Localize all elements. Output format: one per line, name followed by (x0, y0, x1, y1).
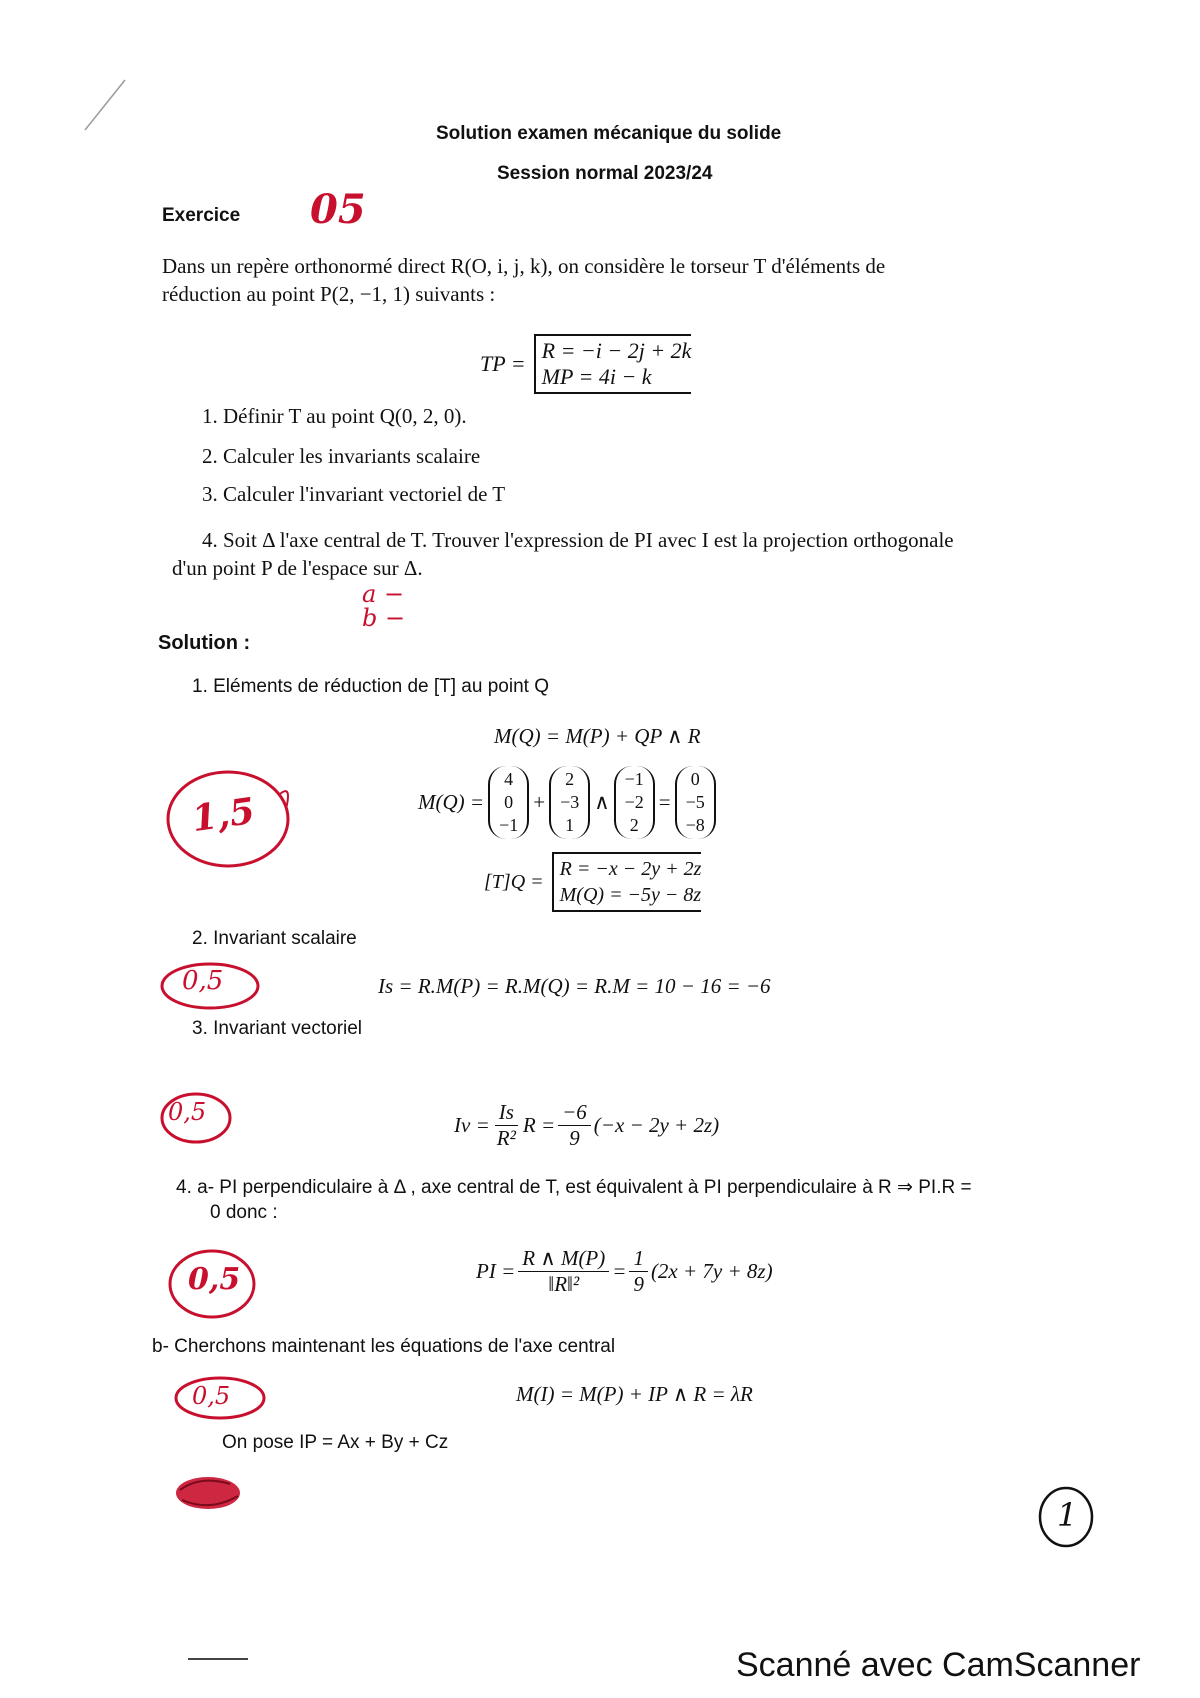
question-1: 1. Définir T au point Q(0, 2, 0). (202, 404, 467, 428)
fraction-denominator: 9 (569, 1126, 580, 1150)
document-title: Solution examen mécanique du solide (436, 123, 782, 144)
vector-invariant-lhs: Iv = (454, 1113, 490, 1137)
vector-cell: 2 (565, 769, 575, 789)
session-label: Session normal 2023/24 (497, 163, 713, 184)
fraction-numerator: 1 (629, 1246, 648, 1272)
question-2: 2. Calculer les invariants scalaire (202, 444, 481, 468)
pi-equals: = (612, 1259, 627, 1283)
torsor-q-resultant: R = −x − 2y + 2z (559, 858, 702, 880)
torsor-at-q (484, 852, 701, 912)
fraction-minus-six-ninths (558, 1100, 591, 1151)
vector-invariant-mid: R = (522, 1113, 556, 1137)
fraction-is-over-r2 (493, 1100, 520, 1151)
solution-1-formula: M(Q) = M(P) + QP ∧ R (494, 724, 701, 748)
torsor-resultant: R = −i − 2j + 2k (541, 338, 692, 363)
vector-cell: 0 (690, 769, 700, 789)
scalar-invariant-formula: Is = R.M(P) = R.M(Q) = R.M = 10 − 16 = −6 (378, 974, 771, 998)
handwritten-subpart-a: a − (362, 580, 405, 608)
vector-cell: 0 (504, 792, 514, 812)
vector-cell: −3 (560, 792, 580, 812)
solution-1-computation: M(Q) = 4 0 −1 + 2 −3 1 ∧ −1 −2 2 = 0 −5 −8 (418, 766, 720, 839)
handwritten-subpart-b: b − (362, 604, 406, 632)
solution-4b-title: b- Cherchons maintenant les équations de l'axe central (152, 1336, 616, 1357)
fraction-denominator: R² (496, 1126, 516, 1150)
moment-q-lhs: M(Q) = (418, 790, 485, 814)
pi-rhs: (2x + 7y + 8z) (650, 1259, 773, 1283)
question-3: 3. Calculer l'invariant vectoriel de T (202, 482, 506, 506)
central-axis-formula: M(I) = M(P) + IP ∧ R = λR (516, 1382, 753, 1406)
vector-cell: 4 (504, 769, 514, 789)
grade-4b: 0,5 (192, 1382, 231, 1410)
fraction-one-ninth (629, 1246, 648, 1297)
solution-heading: Solution : (158, 632, 251, 654)
fraction-denominator: 9 (633, 1272, 644, 1296)
vector-cell: −5 (685, 792, 705, 812)
question-4-continued: d'un point P de l'espace sur Δ. (172, 556, 423, 580)
footer-divider (188, 1658, 248, 1660)
fraction-numerator: R ∧ M(P) (518, 1246, 609, 1272)
solution-1-title: 1. Eléments de réduction de [T] au point Q (192, 676, 549, 697)
vector-cell: −1 (624, 769, 644, 789)
torsor-moment: MP = 4i − k (541, 364, 652, 389)
intro-line-1: Dans un repère orthonormé direct R(O, i, j, k), on considère le torseur T d'éléments de (162, 254, 886, 278)
vector-qp (549, 766, 590, 839)
vector-r (614, 766, 655, 839)
vector-cell: −8 (685, 815, 705, 835)
solution-4a-line-2: 0 donc : (210, 1202, 278, 1223)
red-scribble (170, 1470, 250, 1516)
intro-line-2: réduction au point P(2, −1, 1) suivants : (162, 282, 496, 306)
question-4: 4. Soit Δ l'axe central de T. Trouver l'expression de PI avec I est la projection orthogonale (202, 528, 954, 552)
scan-mark-line (80, 75, 130, 135)
exercise-grade: 05 (310, 186, 366, 233)
fraction-numerator: −6 (558, 1100, 591, 1126)
vector-invariant-rhs: (−x − 2y + 2z) (593, 1113, 720, 1137)
solution-3-title: 3. Invariant vectoriel (192, 1018, 363, 1039)
vector-invariant-formula (454, 1100, 719, 1151)
torsor-q-label: [T]Q = (484, 870, 544, 893)
grade-2: 0,5 (182, 966, 224, 996)
solution-4a-line-1: 4. a- PI perpendiculaire à Δ , axe central de T, est équivalent à PI perpendiculaire à R ⇒ PI.R = (176, 1177, 972, 1198)
camscanner-watermark: Scanné avec CamScanner (736, 1646, 1141, 1684)
grade-3: 0,5 (168, 1098, 207, 1126)
pi-formula (476, 1246, 773, 1297)
vector-mp (488, 766, 529, 839)
fraction-numerator: Is (495, 1100, 518, 1126)
torsor-definition (480, 334, 691, 394)
vector-cell: 2 (629, 815, 639, 835)
solution-2-title: 2. Invariant scalaire (192, 928, 357, 949)
vector-cell: 1 (565, 815, 575, 835)
fraction-cross-over-norm (518, 1246, 609, 1297)
vector-cell: −2 (624, 792, 644, 812)
pi-lhs: PI = (476, 1259, 516, 1283)
page-number: 1 (1057, 1496, 1078, 1534)
fraction-denominator: ‖R‖² (548, 1272, 580, 1296)
grade-4a: 0,5 (188, 1262, 241, 1297)
grade-1: 1,5 (189, 789, 258, 841)
torsor-q-moment: M(Q) = −5y − 8z (559, 884, 702, 906)
vector-cell: −1 (499, 815, 519, 835)
solution-4b-pose: On pose IP = Ax + By + Cz (222, 1432, 449, 1453)
torsor-label: TP = (480, 351, 526, 376)
exercise-label: Exercice (162, 205, 241, 226)
vector-mq (675, 766, 716, 839)
